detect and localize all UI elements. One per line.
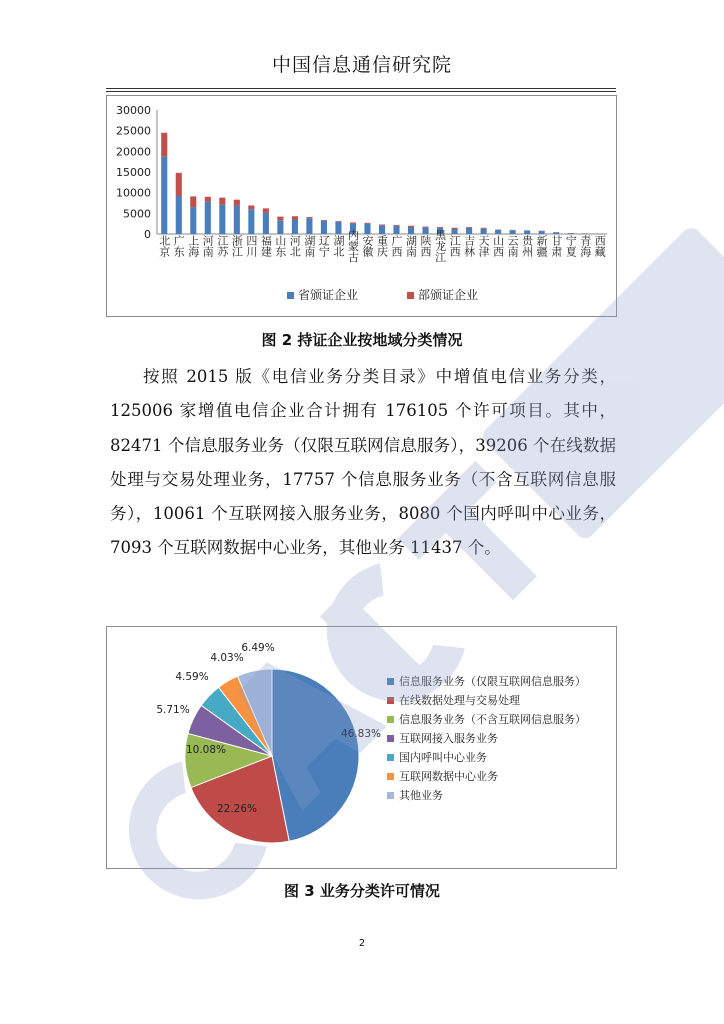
- bar-ministry: [292, 216, 298, 219]
- x-tick-label: 四川: [244, 235, 258, 257]
- bar-ministry: [408, 226, 414, 227]
- x-tick-label: 西藏: [593, 235, 607, 257]
- x-tick-label: 新疆: [535, 235, 549, 257]
- bar-provincial: [219, 205, 225, 234]
- bar-provincial: [539, 231, 545, 234]
- bar-provincial: [176, 196, 182, 234]
- legend-label: 国内呼叫中心业务: [399, 751, 487, 764]
- x-tick-label: 贵州: [520, 235, 534, 257]
- bar-ministry: [190, 196, 196, 207]
- pie-slice-label: 4.59%: [175, 671, 209, 683]
- bar-ministry: [437, 227, 443, 228]
- legend-label: 互联网数据中心业务: [399, 770, 498, 783]
- figure3-caption: 图 3 业务分类许可情况: [284, 882, 440, 900]
- pie-slice-label: 46.83%: [340, 728, 382, 740]
- legend-label: 部颁证企业: [418, 288, 479, 302]
- legend-label: 其他业务: [399, 789, 443, 802]
- x-tick-label: 广东: [172, 235, 186, 257]
- legend-label: 信息服务业务（不含互联网信息服务）: [399, 713, 586, 726]
- x-tick-label: 青海: [578, 235, 592, 257]
- x-tick-label: 内蒙古: [346, 229, 360, 263]
- legend-swatch-ministry: [407, 292, 414, 299]
- x-tick-label: 吉林: [462, 235, 476, 257]
- bar-provincial: [481, 229, 487, 234]
- bar-provincial: [335, 222, 341, 234]
- bar-provincial: [466, 228, 472, 234]
- bar-ministry: [219, 198, 225, 205]
- pie-slice: [272, 669, 359, 841]
- x-tick-label: 云南: [506, 235, 520, 257]
- bar-provincial: [248, 209, 254, 234]
- bar-ministry: [364, 223, 370, 224]
- bar-ministry: [277, 217, 283, 221]
- x-tick-label: 湖南: [302, 235, 316, 257]
- y-tick-label: 20000: [116, 145, 151, 159]
- bar-ministry: [321, 220, 327, 221]
- y-tick-label: 30000: [116, 104, 151, 117]
- x-tick-label: 湖北: [331, 235, 345, 257]
- page-header-title: 中国信息通信研究院: [271, 54, 452, 76]
- bar-provincial: [263, 213, 269, 234]
- bar-provincial: [408, 227, 414, 234]
- bar-ministry: [379, 224, 385, 225]
- bar-provincial: [277, 220, 283, 234]
- pie-slice-label: 4.03%: [210, 652, 244, 664]
- body-paragraph: 按照 2015 版《电信业务分类目录》中增值电信业务分类，125006 家增值电信企业合计拥有 176105 个许可项目。其中，82471 个信息服务业务（仅限互联网信息服务），39206 个在线数据处理与交易处理业务，17757 个信息服务业务（不含互联网信息服务），10061 个互联网接入服务业务，8080 个国内呼叫中心业务，7093 个互联网数据中心业务，其他业务 11437 个。: [110, 367, 616, 558]
- bar-provincial: [234, 206, 240, 234]
- pie-chart-svg: [107, 627, 616, 868]
- y-tick-label: 10000: [116, 186, 151, 200]
- legend-swatch: [387, 716, 394, 723]
- bar-provincial: [161, 157, 167, 234]
- y-tick-label: 5000: [123, 207, 151, 221]
- x-tick-label: 河南: [201, 235, 215, 257]
- x-tick-label: 北京: [157, 235, 171, 257]
- legend-swatch: [387, 773, 394, 780]
- x-tick-label: 辽宁: [317, 235, 331, 257]
- bar-provincial: [423, 227, 429, 234]
- x-tick-label: 黑龙江: [433, 229, 447, 263]
- bar-ministry: [234, 200, 240, 206]
- x-tick-label: 天津: [477, 235, 491, 257]
- x-tick-label: 江西: [448, 235, 462, 257]
- bar-ministry: [306, 217, 312, 218]
- figure3-pie-chart: [106, 626, 617, 869]
- bar-ministry: [350, 222, 356, 223]
- bar-ministry: [393, 225, 399, 226]
- bar-ministry: [248, 205, 254, 209]
- legend-label: 在线数据处理与交易处理: [399, 694, 520, 707]
- x-tick-label: 上海: [186, 235, 200, 257]
- x-tick-label: 山东: [273, 235, 287, 257]
- x-tick-label: 山西: [491, 235, 505, 257]
- legend-swatch: [387, 697, 394, 704]
- bar-provincial: [524, 231, 530, 234]
- bar-provincial: [364, 224, 370, 234]
- bar-chart-svg: [107, 96, 616, 316]
- bar-ministry: [161, 133, 167, 157]
- x-tick-label: 广西: [390, 235, 404, 257]
- pie-slice-label: 22.26%: [216, 803, 258, 815]
- x-tick-label: 河北: [288, 235, 302, 257]
- legend-swatch: [387, 792, 394, 799]
- header-rule: [106, 88, 616, 89]
- bar-provincial: [452, 229, 458, 234]
- bar-ministry: [176, 173, 182, 196]
- y-tick-label: 0: [144, 228, 151, 241]
- bar-ministry: [335, 221, 341, 222]
- legend-swatch: [387, 678, 394, 685]
- x-tick-label: 陕西: [419, 235, 433, 257]
- header-rule-secondary: [106, 91, 616, 92]
- bar-provincial: [495, 230, 501, 234]
- bar-ministry: [452, 228, 458, 229]
- y-tick-label: 25000: [116, 124, 151, 138]
- bar-provincial: [321, 221, 327, 234]
- bar-provincial: [568, 233, 574, 234]
- legend-swatch: [387, 754, 394, 761]
- x-tick-label: 安徽: [360, 235, 374, 257]
- x-tick-label: 宁夏: [564, 235, 578, 257]
- legend-label: 互联网接入服务业务: [399, 732, 498, 745]
- x-tick-label: 江苏: [215, 235, 229, 257]
- bar-provincial: [190, 207, 196, 234]
- pie-slice-label: 10.08%: [185, 744, 227, 756]
- x-tick-label: 浙江: [230, 235, 244, 257]
- pie-slice-label: 6.49%: [241, 642, 275, 654]
- bar-ministry: [481, 228, 487, 229]
- x-tick-label: 甘肃: [549, 235, 563, 257]
- bar-provincial: [379, 225, 385, 234]
- bar-provincial: [510, 230, 516, 234]
- figure2-caption: 图 2 持证企业按地域分类情况: [261, 331, 463, 349]
- legend-swatch: [387, 735, 394, 742]
- bar-provincial: [306, 218, 312, 234]
- legend-label: 信息服务业务（仅限互联网信息服务）: [399, 675, 586, 688]
- bar-ministry: [205, 197, 211, 202]
- legend-swatch-provincial: [287, 292, 294, 299]
- bar-ministry: [423, 227, 429, 228]
- bar-provincial: [553, 232, 559, 234]
- page-number: 2: [358, 938, 366, 949]
- pie-slice-label: 5.71%: [156, 704, 190, 716]
- x-tick-label: 重庆: [375, 235, 389, 257]
- bar-ministry: [466, 227, 472, 228]
- figure2-bar-chart: [106, 95, 617, 317]
- bar-provincial: [393, 226, 399, 234]
- x-tick-label: 福建: [259, 235, 273, 257]
- bar-ministry: [263, 208, 269, 213]
- y-tick-label: 15000: [116, 166, 151, 179]
- x-tick-label: 湖南: [404, 235, 418, 257]
- bar-provincial: [292, 220, 298, 234]
- bar-provincial: [205, 202, 211, 234]
- legend-label: 省颁证企业: [298, 288, 359, 302]
